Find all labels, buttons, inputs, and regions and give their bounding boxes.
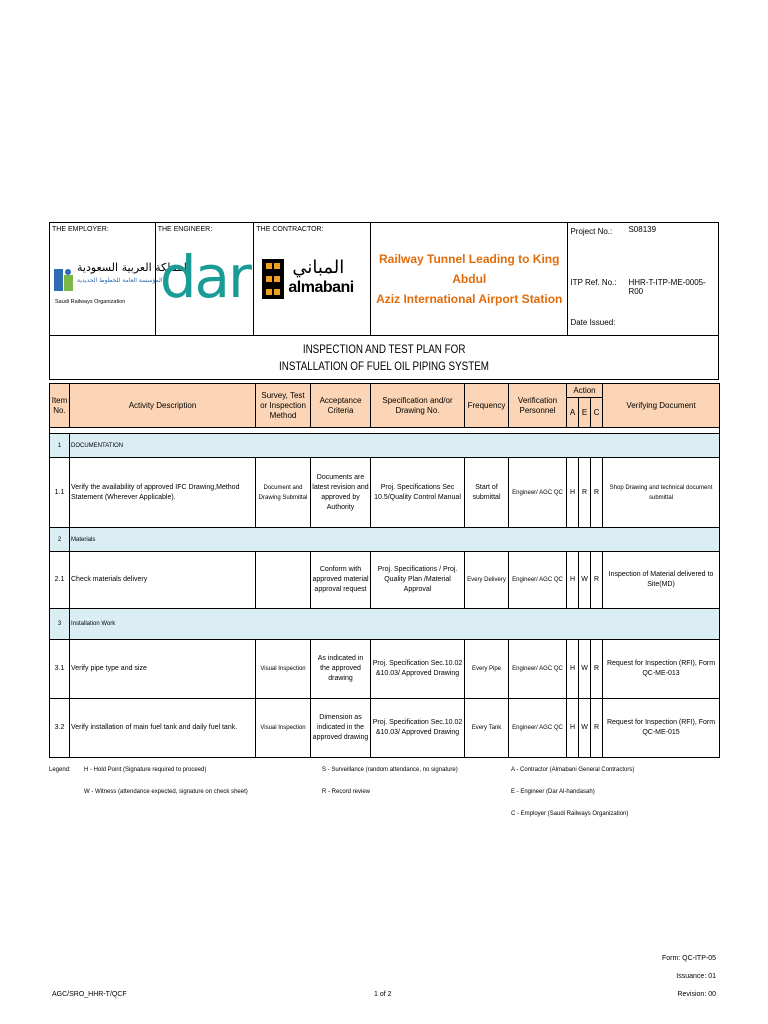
- row-activity: Verify the availability of approved IFC Drawing,Method Statement (Wherever Applicable).: [70, 458, 256, 528]
- row-action-e: W: [579, 699, 591, 758]
- section-title: Materials: [70, 528, 720, 552]
- title-line1: INSPECTION AND TEST PLAN FOR: [302, 341, 466, 356]
- section-no: 2: [50, 528, 70, 552]
- section-title: DOCUMENTATION: [70, 434, 720, 458]
- row-activity: Verify pipe type and size: [70, 640, 256, 699]
- legend-witness: W - Witness (attendance expected, signature on check sheet): [84, 789, 248, 795]
- row-document: Request for Inspection (RFI), Form QC-ME-013: [603, 640, 720, 699]
- almabani-emblem-icon: [262, 259, 284, 299]
- section-row: [50, 528, 720, 552]
- row-personnel: Engineer/ AGC QC: [509, 640, 567, 699]
- itp-ref-label: ITP Ref. No.:: [570, 278, 617, 287]
- col-action-a: A: [567, 398, 579, 428]
- engineer-label: THE ENGINEER:: [157, 226, 213, 233]
- date-issued-label: Date Issued:: [570, 318, 616, 327]
- footer-form: Form: QC-ITP-05: [661, 955, 716, 962]
- row-document: Inspection of Material delivered to Site(MD): [603, 552, 720, 609]
- title-line2: INSTALLATION OF FUEL OIL PIPING SYSTEM: [279, 358, 489, 373]
- col-acceptance: Acceptance Criteria: [311, 384, 371, 428]
- section-title: Installation Work: [70, 609, 720, 640]
- row-action-a: H: [567, 552, 579, 609]
- row-method: Visual Inspection: [256, 640, 311, 699]
- col-action: Action: [567, 384, 603, 398]
- col-action-c: C: [591, 398, 603, 428]
- legend-engineer: E - Engineer (Dar Al-handasah): [511, 789, 595, 795]
- col-specification: Specification and/or Drawing No.: [371, 384, 465, 428]
- row-action-c: R: [591, 458, 603, 528]
- col-verification: Verification Personnel: [509, 384, 567, 428]
- row-document: Shop Drawing and technical document submittal: [603, 458, 720, 528]
- section-no: 3: [50, 609, 70, 640]
- col-verifying: Verifying Document: [603, 384, 720, 428]
- row-spec: Proj. Specification Sec.10.02 &10.03/ Approved Drawing: [371, 699, 465, 758]
- engineer-cell: [156, 223, 255, 335]
- row-action-a: H: [567, 640, 579, 699]
- legend-contractor: A - Contractor (Almabani General Contractors): [511, 767, 635, 773]
- contractor-label: THE CONTRACTOR:: [256, 226, 324, 233]
- row-frequency: Every Delivery: [465, 552, 509, 609]
- document-title: [49, 336, 719, 380]
- project-title-line1: Railway Tunnel Leading to King Abdul: [379, 252, 560, 286]
- header-block: [49, 222, 719, 336]
- legend-employer: C - Employer (Saudi Railways Organization): [511, 811, 629, 817]
- footer-issuance: Issuance: 01: [676, 973, 716, 980]
- dar-logo: dar: [159, 243, 250, 311]
- row-action-c: R: [591, 699, 603, 758]
- section-row: [50, 434, 720, 458]
- almabani-logo-english: almabani: [288, 279, 354, 296]
- employer-label: THE EMPLOYER:: [52, 226, 109, 233]
- row-activity: Check materials delivery: [70, 552, 256, 609]
- row-method: [256, 552, 311, 609]
- sro-logo-arabic-2: المؤسسة العامة للخطوط الحديدية: [77, 277, 163, 284]
- itp-ref-value: HHR-T-ITP-ME-0005-R00: [628, 278, 706, 296]
- row-no: 3.1: [50, 640, 70, 699]
- row-acceptance: Conform with approved material approval request: [311, 552, 371, 609]
- itp-table: [49, 383, 720, 758]
- row-no: 3.2: [50, 699, 70, 758]
- row-action-a: H: [567, 458, 579, 528]
- project-title-cell: [371, 223, 568, 335]
- row-acceptance: Documents are latest revision and approved by Authority: [311, 458, 371, 528]
- sro-logo-english: Saudi Railways Organization: [55, 299, 126, 305]
- section-row: [50, 609, 720, 640]
- table-row: [50, 552, 720, 609]
- legend-record: R - Record review: [322, 789, 371, 795]
- col-item-no: Item No.: [50, 384, 70, 428]
- row-action-c: R: [591, 552, 603, 609]
- col-frequency: Frequency: [465, 384, 509, 428]
- row-acceptance: As indicated in the approved drawing: [311, 640, 371, 699]
- row-frequency: Every Pipe: [465, 640, 509, 699]
- table-row: [50, 640, 720, 699]
- footer-revision: Revision: 00: [677, 991, 716, 998]
- row-personnel: Engineer/ AGC QC: [509, 458, 567, 528]
- footer-page: 1 of 2: [374, 991, 392, 998]
- almabani-logo-arabic: المباني: [292, 257, 345, 278]
- itp-sheet: [49, 222, 719, 758]
- section-no: 1: [50, 434, 70, 458]
- row-no: 2.1: [50, 552, 70, 609]
- row-no: 1.1: [50, 458, 70, 528]
- row-method: Visual Inspection: [256, 699, 311, 758]
- row-spec: Proj. Specifications / Proj. Quality Plan /Material Approval: [371, 552, 465, 609]
- sro-logo-arabic: المملكة العربية السعودية: [77, 261, 190, 274]
- row-spec: Proj. Specification Sec.10.02 &10.03/ Approved Drawing: [371, 640, 465, 699]
- col-action-e: E: [579, 398, 591, 428]
- sro-emblem-icon: [53, 267, 75, 293]
- row-frequency: Every Tank: [465, 699, 509, 758]
- row-frequency: Start of submittal: [465, 458, 509, 528]
- row-action-c: R: [591, 640, 603, 699]
- table-row: [50, 458, 720, 528]
- row-action-e: W: [579, 640, 591, 699]
- footer-doc-code: AGC/SRO_HHR-T/QCF: [52, 991, 127, 998]
- row-spec: Proj. Specifications Sec 10.5/Quality Control Manual: [371, 458, 465, 528]
- legend-hold: H - Hold Point (Signature required to proceed): [84, 767, 207, 773]
- table-row: [50, 699, 720, 758]
- row-personnel: Engineer/ AGC QC: [509, 552, 567, 609]
- col-activity: Activity Description: [70, 384, 256, 428]
- legend-label: Legend:: [49, 767, 71, 773]
- sro-logo: [53, 259, 190, 309]
- project-title-line2: Aziz International Airport Station: [376, 292, 563, 306]
- almabani-logo: [262, 259, 362, 305]
- col-survey: Survey, Test or Inspection Method: [256, 384, 311, 428]
- project-no-label: Project No.:: [570, 227, 613, 236]
- row-activity: Verify installation of main fuel tank and daily fuel tank.: [70, 699, 256, 758]
- row-document: Request for Inspection (RFI), Form QC-ME-015: [603, 699, 720, 758]
- legend-surveillance: S - Surveillance (random attendance, no signature): [322, 767, 458, 773]
- contractor-cell: [254, 223, 371, 335]
- row-acceptance: Dimension as indicated in the approved drawing: [311, 699, 371, 758]
- row-personnel: Engineer/ AGC QC: [509, 699, 567, 758]
- row-action-e: W: [579, 552, 591, 609]
- project-info-cell: [568, 223, 718, 335]
- row-action-e: R: [579, 458, 591, 528]
- project-no-value: S08139: [628, 225, 657, 234]
- row-action-a: H: [567, 699, 579, 758]
- row-method: Document and Drawing Submittal: [256, 458, 311, 528]
